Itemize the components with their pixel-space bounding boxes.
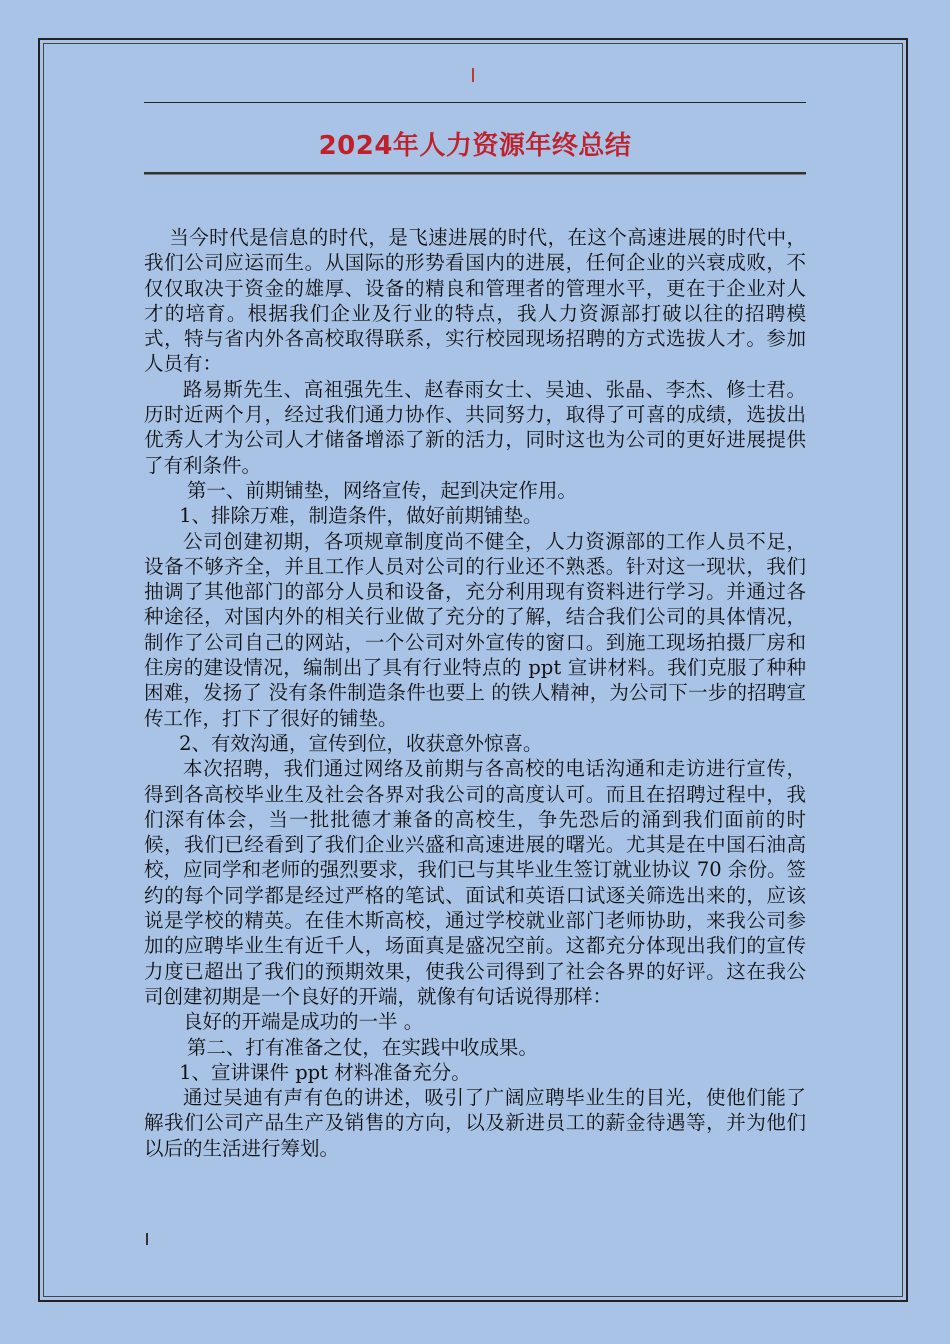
subsection-heading-1-2: 2、有效沟通，宣传到位，收获意外惊喜。	[179, 731, 543, 755]
paragraph-participants: 路易斯先生、高祖强先生、赵春雨女士、吴迪、张晶、李杰、修士君。历时近两个月，经过我们通力协作、共同努力，取得了可喜的成绩，选拔出优秀人才为公司人才储备增添了新的活力，同时这也为公司的更好进展提供了有利条件。	[144, 377, 806, 477]
subsection-heading-1-1: 1、排除万难，制造条件，做好前期铺垫。	[179, 504, 543, 528]
footer-mark	[146, 1233, 148, 1245]
paragraph-groundwork: 公司创建初期，各项规章制度尚不健全，人力资源部的工作人员不足，设备不够齐全，并且工作人员对公司的行业还不熟悉。针对这一现状，我们抽调了其他部门的部分人员和设备，充分利用现有资料进行学习。并通过各种途径，对国内外的相关行业做了充分的了解，结合我们公司的具体情况，制作了公司自己的网站，一个公司对外宣传的窗口。到施工现场拍摄厂房和住房的建设情况，编制出了具有行业特点的 ppt 宣讲材料。我们克服了种种困难，发扬了 没有条件制造条件也要上 的铁人精神，为公司下一步的招聘宣传工作，打下了很好的铺垫。	[144, 529, 806, 730]
paragraph-intro: 当今时代是信息的时代，是飞速进展的时代，在这个高速进展的时代中，我们公司应运而生。从国际的形势看国内的进展，任何企业的兴衰成败，不仅仅取决于资金的雄厚、设备的精良和管理者的管理水平，更在于企业对人才的培育。根据我们企业及行业的特点，我人力资源部打破以往的招聘模式，特与省内外各高校取得联系，实行校园现场招聘的方式选拔人才。参加人员有：	[144, 226, 806, 376]
document-body	[144, 225, 806, 1161]
header-mark	[472, 68, 474, 82]
paragraph-quote: 良好的开端是成功的一半 。	[183, 1010, 424, 1034]
header-rule-top	[144, 102, 806, 103]
section-heading-2: 第二、打有准备之仗，在实践中收成果。	[186, 1035, 538, 1059]
paragraph-recruitment: 本次招聘，我们通过网络及前期与各高校的电话沟通和走访进行宣传，得到各高校毕业生及社会各界对我公司的高度认可。而且在招聘过程中，我们深有体会，当一批批德才兼备的高校生，争先恐后的涌到我们面前的时候，我们已经看到了我们企业兴盛和高速进展的曙光。尤其是在中国石油高校，应同学和老师的强烈要求，我们已与其毕业生签订就业协议 70 余份。签约的每个同学都是经过严格的笔试、面试和英语口试逐关筛选出来的，应该说是学校的精英。在佳木斯高校，通过学校就业部门老师协助，来我公司参加的应聘毕业生有近千人，场面真是盛况空前。这都充分体现出我们的宣传力度已超出了我们的预期效果，使我公司得到了社会各界的好评。这在我公司创建初期是一个良好的开端，就像有句话说得那样：	[144, 757, 806, 1008]
paragraph-presentation: 通过吴迪有声有色的讲述，吸引了广阔应聘毕业生的目光，使他们能了解我们公司产品生产及销售的方向，以及新进员工的薪金待遇等，并为他们以后的生活进行筹划。	[144, 1086, 806, 1160]
subsection-heading-2-1: 1、宣讲课件 ppt 材料准备充分。	[179, 1060, 471, 1084]
document-title: 2024年人力资源年终总结	[318, 131, 632, 161]
header-rule-bottom	[144, 172, 806, 174]
section-heading-1: 第一、前期铺垫，网络宣传，起到决定作用。	[186, 478, 577, 502]
